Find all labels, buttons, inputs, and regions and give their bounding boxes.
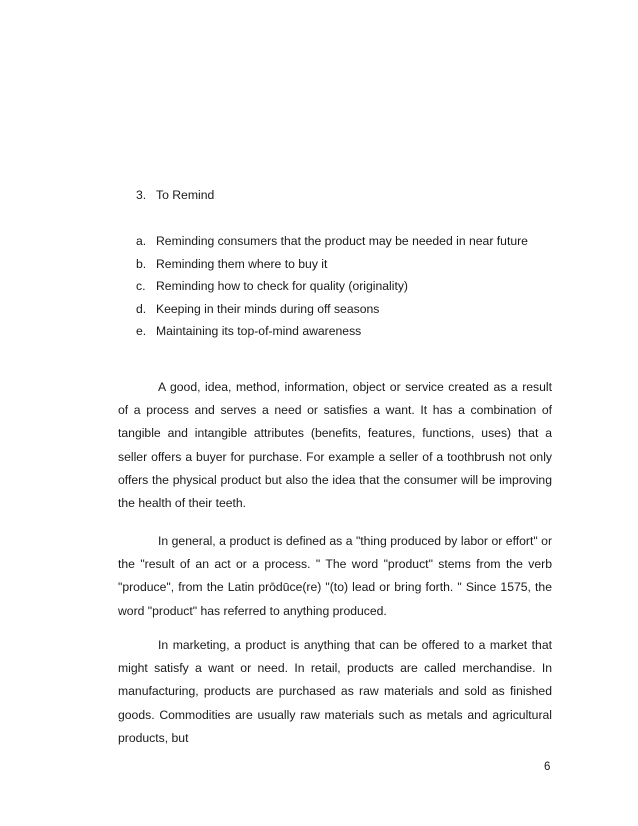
list-item-letter: d. <box>136 301 147 316</box>
list-item <box>136 257 528 280</box>
paragraph-product-definition: A good, idea, method, information, object or service created as a result of a process and serves a need or satisfies a want. It has a combination of tangible and intangible attributes (benefits, features, functions, uses) that a seller offers a buyer for purchase. For example a seller of a toothbrush not only offers the physical product but also the idea that the consumer will be improving the health of their teeth. <box>118 380 552 511</box>
list-item-text: Keeping in their minds during off seasons <box>156 301 380 316</box>
list-item-letter: c. <box>136 279 146 293</box>
list-item-text: Reminding consumers that the product may be needed in near future <box>156 234 528 248</box>
list-item-letter: a. <box>136 234 147 248</box>
list-item-text: Reminding how to check for quality (originality) <box>156 279 408 293</box>
list-item-text: Maintaining its top-of-mind awareness <box>156 324 362 338</box>
paragraph-marketing-definition: In marketing, a product is anything that can be offered to a market that might satisfy a want or need. In retail, products are called merchandise. In manufacturing, products are purchased as raw materials and sold as finished goods. Commodities are usually raw materials such as metals and agricultural products, but <box>118 638 552 745</box>
list-item-letter: e. <box>136 324 147 338</box>
list-item-text: Reminding them where to buy it <box>156 256 328 271</box>
reminder-list <box>136 234 528 347</box>
section-number: 3. <box>136 188 147 202</box>
list-item <box>136 302 528 325</box>
section-heading <box>136 188 214 202</box>
list-item-letter: b. <box>136 256 147 271</box>
list-item <box>136 324 528 347</box>
page-number: 6 <box>544 761 551 773</box>
paragraph-general-definition: In general, a product is defined as a "thing produced by labor or effort" or the "result of an act or a process. " The word "product" stems from the verb "produce", from the Latin prōdūce(re) "(to) lead or bring forth. " Since 1575, the word "product" has referred to anything produced. <box>118 534 552 618</box>
list-item <box>136 234 528 257</box>
list-item <box>136 279 528 302</box>
section-title: To Remind <box>156 188 215 202</box>
